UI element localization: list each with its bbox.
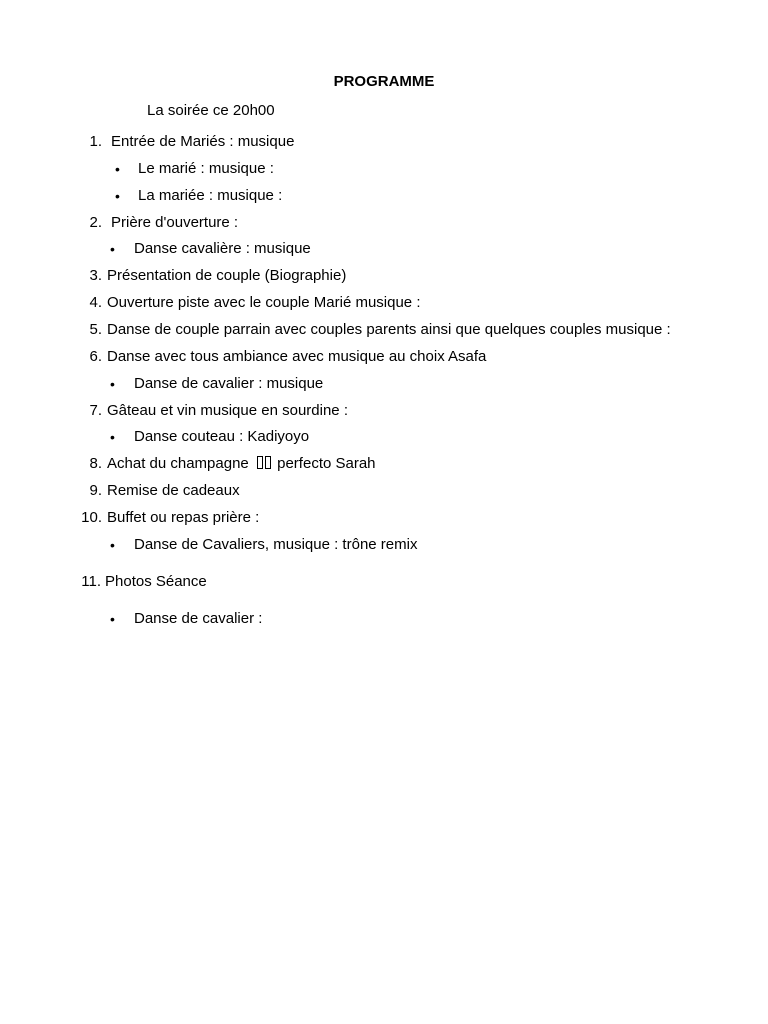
list-number: 3.	[89, 267, 102, 284]
list-number: 7.	[89, 402, 102, 419]
list-item: Danse de Cavaliers, musique : trône remix	[134, 536, 418, 553]
list-item: Danse couteau : Kadiyoyo	[134, 428, 310, 445]
page-title: PROGRAMME	[333, 73, 435, 90]
list-number: 6.	[89, 348, 102, 365]
list-item: Entrée de Mariés : musique	[111, 133, 295, 150]
list-item: Ouverture piste avec le couple Marié musique :	[107, 294, 421, 311]
missing-glyph-icon	[257, 456, 263, 469]
list-item: Danse cavalière : musique	[134, 240, 311, 257]
bullet-icon: •	[110, 537, 115, 553]
list-item	[107, 454, 376, 474]
list-item: La mariée : musique :	[138, 187, 283, 204]
list-item: Danse de couple parrain avec couples parents ainsi que quelques couples musique :	[107, 321, 671, 338]
list-number: 1.	[89, 133, 102, 150]
list-number: 2.	[89, 214, 102, 231]
list-item: Danse de cavalier : musique	[134, 375, 324, 392]
bullet-icon: •	[115, 188, 120, 204]
list-item: Danse de cavalier :	[134, 610, 263, 627]
list-item: Danse avec tous ambiance avec musique au choix Asafa	[107, 348, 487, 365]
list-number: 5.	[89, 321, 102, 338]
bullet-icon: •	[110, 241, 115, 257]
list-item: Prière d'ouverture :	[111, 214, 239, 231]
bullet-icon: •	[110, 429, 115, 445]
list-item: Gâteau et vin musique en sourdine :	[107, 402, 348, 419]
list-number: 10.	[81, 509, 102, 526]
list-item-text-before: Achat du champagne	[107, 455, 249, 472]
list-item: Le marié : musique :	[138, 160, 274, 177]
list-item: Présentation de couple (Biographie)	[107, 267, 347, 284]
bullet-icon: •	[110, 611, 115, 627]
bullet-icon: •	[110, 376, 115, 392]
list-number: 11.	[81, 573, 101, 590]
list-number: 9.	[89, 482, 102, 499]
list-item: Remise de cadeaux	[107, 482, 240, 499]
list-item: Photos Séance	[105, 573, 207, 590]
list-number: 4.	[89, 294, 102, 311]
missing-glyph-icon	[265, 456, 271, 469]
bullet-icon: •	[115, 161, 120, 177]
list-item-text-after: perfecto Sarah	[277, 455, 376, 472]
list-item: Buffet ou repas prière :	[107, 509, 260, 526]
list-number: 8.	[89, 455, 102, 472]
page-subtitle: La soirée ce 20h00	[147, 102, 275, 119]
